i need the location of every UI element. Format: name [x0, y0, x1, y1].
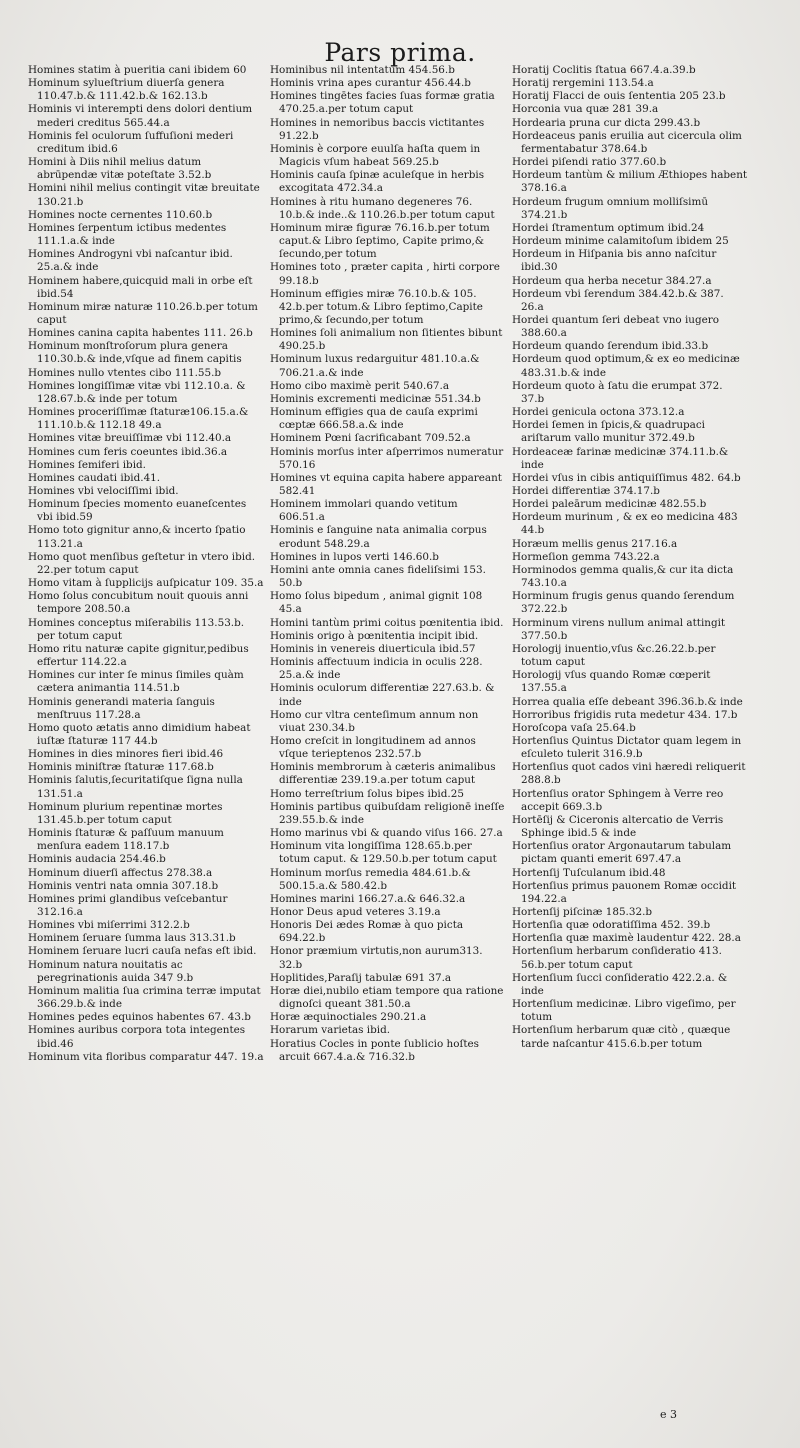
index-entry: Hordeum in Hiſpania bis anno naſcitur ibid.30 — [512, 248, 717, 274]
index-entry: Homo ſolus bipedum , animal gignit 108 45.a — [270, 590, 483, 616]
index-entry: Hominum natura nouitatis ac peregrinationis auida 347 9.b — [28, 958, 194, 984]
index-entry: Hominum miræ naturæ 110.26.b.per totum caput — [28, 300, 258, 326]
index-entry: Hordeum frugum omnium molliſsimū 374.21.b — [512, 195, 709, 221]
index-entry: Hortenſium medicinæ. Libro vigeſimo, per totum — [512, 998, 736, 1024]
index-entry: Homines in dies minores fieri ibid.46 — [28, 748, 224, 761]
index-entry: Hominis ſtaturæ & paſſuum manuum menſura eadem 118.17.b — [28, 827, 224, 853]
index-entry: Homo vitam à ſupplicijs auſpicatur 109. 35.a — [28, 577, 264, 590]
index-entry: Hominis cauſa ſpinæ aculeſque in herbis excogitata 472.34.a — [270, 169, 485, 195]
index-entry: Honoris Dei ædes Romæ à quo picta 694.22.b — [270, 919, 464, 945]
index-entry: Hordei ſtramentum optimum ibid.24 — [512, 221, 705, 234]
index-entry: Hordeum tantùm & milium Æthiopes habent 378.16.a — [512, 169, 748, 195]
index-entry: Horarum varietas ibid. — [270, 1024, 391, 1037]
index-entry: Hoplitides,Paraſij tabulæ 691 37.a — [270, 971, 452, 984]
index-entry: Homines toto , præter capita , hirti corpore 99.18.b — [270, 261, 500, 287]
index-entry: Homo marinus vbi & quando viſus 166. 27.a — [270, 827, 503, 840]
index-entry: Horatij rergemini 113.54.a — [512, 77, 654, 90]
index-entry: Hominum morſus remedia 484.61.b.& 500.15.a.& 580.42.b — [270, 866, 471, 892]
index-entry: Homines ſemiferi ibid. — [28, 458, 146, 471]
index-entry: Homo toto gignitur anno,& incerto ſpatio 113.21.a — [28, 524, 246, 550]
index-entry: Homo terreſtrium ſolus bipes ibid.25 — [270, 787, 464, 800]
index-entry: Homines pedes equinos habentes 67. 43.b — [28, 1011, 251, 1024]
index-entry: Horæum mellis genus 217.16.a — [512, 537, 678, 550]
index-entry: Hominibus nil intentatum 454.56.b — [270, 64, 455, 76]
index-entry: Hominem Pœni ſacrificabant 709.52.a — [270, 432, 471, 445]
index-entry: Hordei differentiæ 374.17.b — [512, 485, 660, 497]
index-entry: Hominis vi interempti dens dolori dentium mederi creditus 565.44.a — [28, 103, 253, 129]
index-entry: Hordei vſus in cibis antiquiſſimus 482. 64.b — [512, 471, 741, 484]
index-entry: Hominis audacia 254.46.b — [28, 853, 166, 866]
index-entry: Hominis origo à pœnitentia incipit ibid. — [270, 629, 479, 642]
index-entry: Homines caudati ibid.41. — [28, 471, 161, 484]
index-entry: Homini ante omnia canes fideliſsimi 153. 50.b — [270, 563, 486, 590]
index-entry: Homini nihil melius contingit vitæ breuitate 130.21.b — [28, 182, 260, 208]
index-entry: Homines nullo vtentes cibo 111.55.b — [28, 366, 222, 379]
index-entry: Hominem ſeruare ſumma laus 313.31.b — [28, 932, 236, 945]
index-entry: Homines à ritu humano degeneres 76. 10.b.& inde..& 110.26.b.per totum caput — [270, 195, 495, 221]
index-entry: Homini tantùm primi coitus pœnitentia ibid. — [270, 616, 504, 629]
index-entry: Horologij vſus quando Romæ cœperit 137.55.a — [512, 669, 711, 695]
index-entry: Hordeum vbi ſerendum 384.42.b.& 387. 26.a — [512, 287, 724, 313]
index-entry: Hominum sylueſtrium diuerſa genera 110.47.b.& 111.42.b.& 162.13.b — [28, 77, 225, 103]
index-entry: Honor Deus apud veteres 3.19.a — [270, 906, 441, 918]
index-entry: Hominis e ſanguine nata animalia corpus erodunt 548.29.a — [270, 524, 487, 550]
index-entry: Homines auribus corpora tota integentes ibid.46 — [28, 1024, 246, 1050]
index-entry: Homines canina capita habentes 111. 26.b — [28, 327, 253, 340]
index-entry: Hortenſium herbarum conſideratio 413. 56.b.per totum caput — [512, 945, 722, 971]
index-entry: Homines cum feris coeuntes ibid.36.a — [28, 445, 228, 458]
index-entry: Hormeſion gemma 743.22.a — [512, 550, 660, 563]
index-entry: Homines vbi miſerrimi 312.2.b — [28, 919, 190, 932]
index-entry: Hominum vita floribus comparatur 447. 19.a — [28, 1050, 264, 1063]
index-entry: Homo quot menſibus geſtetur in vtero ibid. 22.per totum caput — [28, 550, 256, 576]
index-entry: Homines longiſſimæ vitæ vbi 112.10.a. & 128.67.b.& inde per totum — [28, 379, 246, 405]
index-entry: Hordei quantum ſeri debeat vno iugero 388.60.a — [512, 313, 719, 340]
index-entry: Horminum virens nullum animal attingit 377.50.b — [512, 616, 726, 642]
index-entry: Horroribus frigidis ruta medetur 434. 17.b — [512, 708, 738, 721]
index-entry: Hordeaceæ farinæ medicinæ 374.11.b.& inde — [512, 445, 729, 471]
index-entry: Horatij Coclitis ſtatua 667.4.a.39.b — [512, 64, 696, 76]
index-entry: Hordeum murinum , & ex eo medicina 483 44.b — [512, 511, 738, 537]
index-entry: Hortenſius primus pauonem Romæ occidit 194.22.a — [512, 879, 737, 905]
index-entry: Homini à Diis nihil melius datum abrūpendæ vitæ poteſtate 3.52.b — [28, 156, 212, 182]
index-entry: Horatij Flacci de ouis ſententia 205 23.b — [512, 90, 726, 103]
index-entry: Hominum luxus redarguitur 481.10.a.& 706.21.a.& inde — [270, 353, 480, 379]
index-entry: Hominis fel oculorum ſuffuſioni mederi creditum ibid.6 — [28, 129, 234, 155]
index-entry: Hominis affectuum indicia in oculis 228. 25.a.& inde — [270, 656, 483, 682]
index-entry: Hominis excrementi medicinæ 551.34.b — [270, 392, 481, 405]
index-entry: Hordeaceus panis eruilia aut cicercula olim fermentabatur 378.64.b — [512, 129, 742, 155]
index-entry: Horoſcopa vaſa 25.64.b — [512, 721, 636, 734]
index-entry: Homines nocte cernentes 110.60.b — [28, 208, 213, 221]
index-entry: Hominis morſus inter aſperrimos numeratur 570.16 — [270, 445, 504, 471]
index-entry: Horologij inuentio,vſus &c.26.22.b.per totum caput — [512, 642, 716, 669]
index-entry: Hominem ſeruare lucri cauſa nefas eſt ibid. — [28, 945, 257, 958]
index-entry: Hominum ſpecies momento euaneſcentes vbi ibid.59 — [28, 498, 247, 524]
index-entry: Homo ſolus concubitum nouit quouis anni tempore 208.50.a — [28, 590, 249, 616]
index-entry: Hortenſius quot cados vini hæredi reliquerit 288.8.b — [512, 761, 746, 787]
index-entry: Hominis ſalutis,ſecuritatiſque ſigna nulla 131.51.a — [28, 774, 243, 800]
index-entry: Hordeum minime calamitoſum ibidem 25 — [512, 235, 729, 248]
page-header: Pars prima. — [324, 38, 476, 67]
index-entry: Homines ſoli animalium non ſitientes bibunt 490.25.b — [270, 327, 503, 353]
index-entry: Hominum malitia ſua crimina terræ imputat 366.29.b.& inde — [28, 984, 261, 1011]
index-entry: Homines marini 166.27.a.& 646.32.a — [270, 892, 466, 905]
index-entry: Homines proceriſſimæ ſtaturæ106.15.a.& 111.10.b.& 112.18 49.a — [28, 406, 249, 432]
index-column-1 — [28, 64, 264, 1064]
index-entry: Homines statim à pueritia cani ibidem 60 — [28, 64, 247, 76]
index-entry: Homo creſcit in longitudinem ad annos vſque terieptenos 232.57.b — [270, 734, 476, 761]
index-entry: Homines tingētes facies ſuas formæ gratia 470.25.a.per totum caput — [270, 90, 495, 116]
index-entry: Homo cur vltra centeſimum annum non viuat 230.34.b — [270, 708, 479, 734]
index-entry: Horrea qualia eſſe debeant 396.36.b.& inde — [512, 695, 743, 708]
index-entry: Horatius Cocles in ponte ſublicio hoſtes arcuit 667.4.a.& 716.32.b — [270, 1037, 479, 1063]
index-entry: Hordei piſendi ratio 377.60.b — [512, 156, 667, 169]
index-entry: Homines vbi velociſſimi ibid. — [28, 485, 179, 497]
index-entry: Hominis in venereis diuerticula ibid.57 — [270, 642, 476, 655]
index-entry: Hominis ventri nata omnia 307.18.b — [28, 879, 219, 892]
index-entry: Homines ſerpentum ictibus medentes 111.1.a.& inde — [28, 221, 227, 248]
index-entry: Homines in lupos verti 146.60.b — [270, 550, 439, 563]
index-entry: Hordeum qua herba necetur 384.27.a — [512, 274, 712, 287]
index-entry: Hortenſij Tuſculanum ibid.48 — [512, 866, 666, 879]
index-entry: Homines primi glandibus veſcebantur 312.16.a — [28, 892, 228, 918]
index-entry: Hominis partibus quibuſdam religionē ineſſe 239.55.b.& inde — [270, 800, 505, 826]
index-entry: Hominis generandi materia ſanguis menſtruus 117.28.a — [28, 695, 215, 721]
index-entry: Hominem immolari quando vetitum 606.51.a — [270, 498, 458, 524]
index-column-2 — [270, 64, 506, 1064]
index-entry: Hominis oculorum differentiæ 227.63.b. & inde — [270, 682, 495, 708]
index-entry: Hortēſij & Ciceronis altercatio de Verris Sphinge ibid.5 & inde — [512, 813, 724, 840]
index-entry: Hortenſium herbarum quæ citò , quæque tarde naſcantur 415.6.b.per totum — [512, 1024, 731, 1050]
index-entry: Hortenſium ſucci conſideratio 422.2.a. & inde — [512, 971, 728, 997]
index-entry: Homines conceptus miſerabilis 113.53.b. per totum caput — [28, 616, 245, 642]
index-entry: Hortenſia quæ maximè laudentur 422. 28.a — [512, 932, 741, 945]
index-entry: Homines vt equina capita habere appareant 582.41 — [270, 471, 502, 497]
index-entry: Hortenſia quæ odoratiſſima 452. 39.b — [512, 919, 711, 932]
index-entry: Homines Androgyni vbi naſcantur ibid. 25.a.& inde — [28, 248, 233, 274]
index-entry: Hominum plurium repentinæ mortes 131.45.b.per totum caput — [28, 800, 223, 826]
index-entry: Hominem habere,quicquid mali in orbe eſt ibid.54 — [28, 274, 253, 300]
index-entry: Hortenſius Quintus Dictator quam legem in eſculeto tulerit 316.9.b — [512, 734, 742, 761]
index-entry: Homines cur inter ſe minus ſimiles quàm cætera animantia 114.51.b — [28, 669, 244, 695]
index-entry: Hominis vrina apes curantur 456.44.b — [270, 77, 471, 90]
index-entry: Hominum monſtroſorum plura genera 110.30.b.& inde,vſque ad finem capitis — [28, 340, 242, 366]
index-entry: Homo ritu naturæ capite gignitur,pedibus effertur 114.22.a — [28, 642, 249, 669]
index-entry: Hominis membrorum à cæteris animalibus differentiæ 239.19.a.per totum caput — [270, 761, 496, 787]
index-entry: Hominum effigies qua de cauſa exprimi cœptæ 666.58.a.& inde — [270, 406, 478, 432]
index-entry: Hortenſij piſcinæ 185.32.b — [512, 906, 653, 918]
index-entry: Homo quoto ætatis anno dimidium habeat iuſtæ ſtaturæ 117 44.b — [28, 721, 251, 747]
index-entry: Horæ diei,nubilo etiam tempore qua ratione dignoſci queant 381.50.a — [270, 984, 504, 1011]
index-entry: Hominis miniſtræ ſtaturæ 117.68.b — [28, 761, 214, 774]
index-entry: Honor præmium virtutis,non aurum313. 32.b — [270, 945, 483, 971]
index-entry: Hordeum quoto à ſatu die erumpat 372. 37.b — [512, 379, 723, 405]
index-entry: Hordeum quod optimum,& ex eo medicinæ 483.31.b.& inde — [512, 353, 740, 379]
index-entry: Hordearia pruna cur dicta 299.43.b — [512, 116, 701, 129]
index-entry: Horconia vua quæ 281 39.a — [512, 103, 659, 116]
index-entry: Homo cibo maximè perit 540.67.a — [270, 379, 450, 392]
index-entry: Homines in nemoribus baccis victitantes 91.22.b — [270, 116, 485, 142]
index-entry: Hordei ſemen in ſpicis,& quadrupaci ariſtarum vallo munitur 372.49.b — [512, 419, 706, 445]
index-entry: Hortenſius orator Argonautarum tabulam pictam quanti emerit 697.47.a — [512, 840, 732, 866]
index-entry: Hominum miræ figuræ 76.16.b.per totum caput.& Libro ſeptimo, Capite primo,& ſecundo,per totum — [270, 221, 490, 261]
index-entry: Hominum diuerſi affectus 278.38.a — [28, 866, 213, 879]
index-entry: Horæ æquinoctiales 290.21.a — [270, 1011, 427, 1024]
index-entry: Horminodos gemma qualis,& cur ita dicta 743.10.a — [512, 563, 734, 590]
signature-mark: e 3 — [660, 1408, 678, 1421]
index-entry: Homines vitæ breuiſſimæ vbi 112.40.a — [28, 432, 232, 445]
index-column-3 — [512, 64, 748, 1051]
index-entry: Hordei paleārum medicinæ 482.55.b — [512, 498, 707, 511]
index-entry: Hortenſius orator Sphingem à Verre reo accepit 669.3.b — [512, 787, 724, 813]
index-entry: Horminum frugis genus quando ſerendum 372.22.b — [512, 590, 735, 616]
index-entry: Hominis è corpore euulſa haſta quem in Magicis vſum habeat 569.25.b — [270, 142, 481, 169]
index-entry: Hominum effigies miræ 76.10.b.& 105. 42.b.per totum.& Libro ſeptimo,Capite primo,& ſecundo,per totum — [270, 287, 483, 326]
index-entry: Hordeum quando ſerendum ibid.33.b — [512, 340, 709, 353]
index-entry: Hominum vita longiſſima 128.65.b.per totum caput. & 129.50.b.per totum caput — [270, 840, 497, 866]
index-entry: Hordei genicula octona 373.12.a — [512, 406, 685, 419]
